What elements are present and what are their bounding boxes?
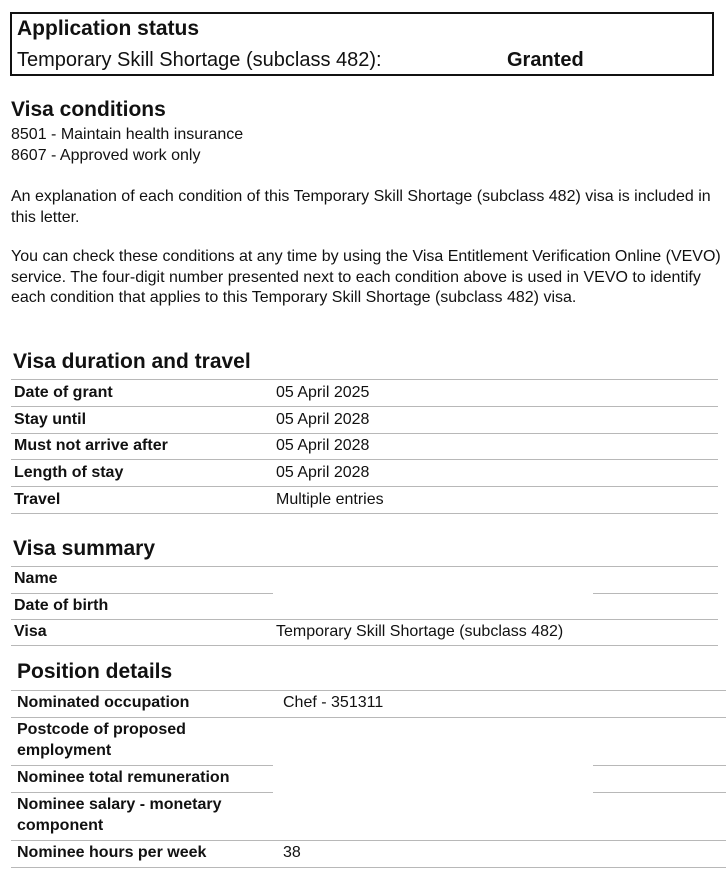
- divider: [11, 566, 718, 567]
- divider: [11, 867, 726, 868]
- stay-until-label: Stay until: [14, 411, 87, 428]
- duration-travel-heading: Visa duration and travel: [13, 350, 251, 373]
- must-not-arrive-after-value: 05 April 2028: [276, 437, 370, 454]
- divider: [11, 379, 718, 380]
- name-label: Name: [14, 570, 58, 587]
- divider: [593, 593, 718, 594]
- divider: [11, 840, 726, 841]
- conditions-explanation: An explanation of each condition of this Temporary Skill Shortage (subclass 482) visa is included in this letter.: [11, 188, 711, 226]
- divider: [11, 619, 718, 620]
- divider: [11, 645, 718, 646]
- divider: [11, 433, 718, 434]
- travel-label: Travel: [14, 491, 61, 508]
- vevo-explanation: You can check these conditions at any time by using the Visa Entitlement Verification Online (VEVO) service. The four-digit number presented next to each condition above is used in VEVO to identify each condition that applies to this Temporary Skill Shortage (subclass 482) visa.: [11, 248, 721, 306]
- application-status-value: Granted: [507, 49, 584, 71]
- hours-per-week-value: 38: [283, 844, 301, 861]
- stay-until-value: 05 April 2028: [276, 411, 370, 428]
- divider: [11, 513, 718, 514]
- visa-label: Visa: [14, 623, 47, 640]
- must-not-arrive-after-label: Must not arrive after: [14, 437, 168, 454]
- application-status-heading: Application status: [17, 17, 200, 40]
- condition-item: 8501 - Maintain health insurance: [11, 126, 244, 143]
- total-remuneration-label: Nominee total remuneration: [17, 769, 230, 786]
- divider: [11, 486, 718, 487]
- date-of-grant-value: 05 April 2025: [276, 384, 370, 401]
- divider: [11, 406, 718, 407]
- length-of-stay-label: Length of stay: [14, 464, 124, 481]
- condition-item: 8607 - Approved work only: [11, 147, 201, 164]
- divider: [11, 765, 273, 766]
- divider: [593, 765, 726, 766]
- nominated-occupation-label: Nominated occupation: [17, 694, 190, 711]
- postcode-label: Postcode of proposed employment: [17, 721, 186, 759]
- divider: [11, 792, 273, 793]
- divider: [11, 459, 718, 460]
- salary-monetary-label: Nominee salary - monetary component: [17, 796, 222, 834]
- divider: [11, 690, 726, 691]
- divider: [11, 717, 726, 718]
- travel-value: Multiple entries: [276, 491, 384, 508]
- date-of-grant-label: Date of grant: [14, 384, 113, 401]
- position-details-heading: Position details: [17, 660, 173, 683]
- visa-conditions-heading: Visa conditions: [11, 98, 166, 121]
- application-visa-label: Temporary Skill Shortage (subclass 482):: [17, 49, 382, 71]
- date-of-birth-label: Date of birth: [14, 597, 109, 614]
- nominated-occupation-value: Chef - 351311: [283, 694, 384, 711]
- length-of-stay-value: 05 April 2028: [276, 464, 370, 481]
- hours-per-week-label: Nominee hours per week: [17, 844, 207, 861]
- application-status-box: [10, 12, 714, 76]
- visa-value: Temporary Skill Shortage (subclass 482): [276, 623, 564, 640]
- divider: [593, 792, 726, 793]
- visa-summary-heading: Visa summary: [13, 537, 156, 560]
- divider: [11, 593, 273, 594]
